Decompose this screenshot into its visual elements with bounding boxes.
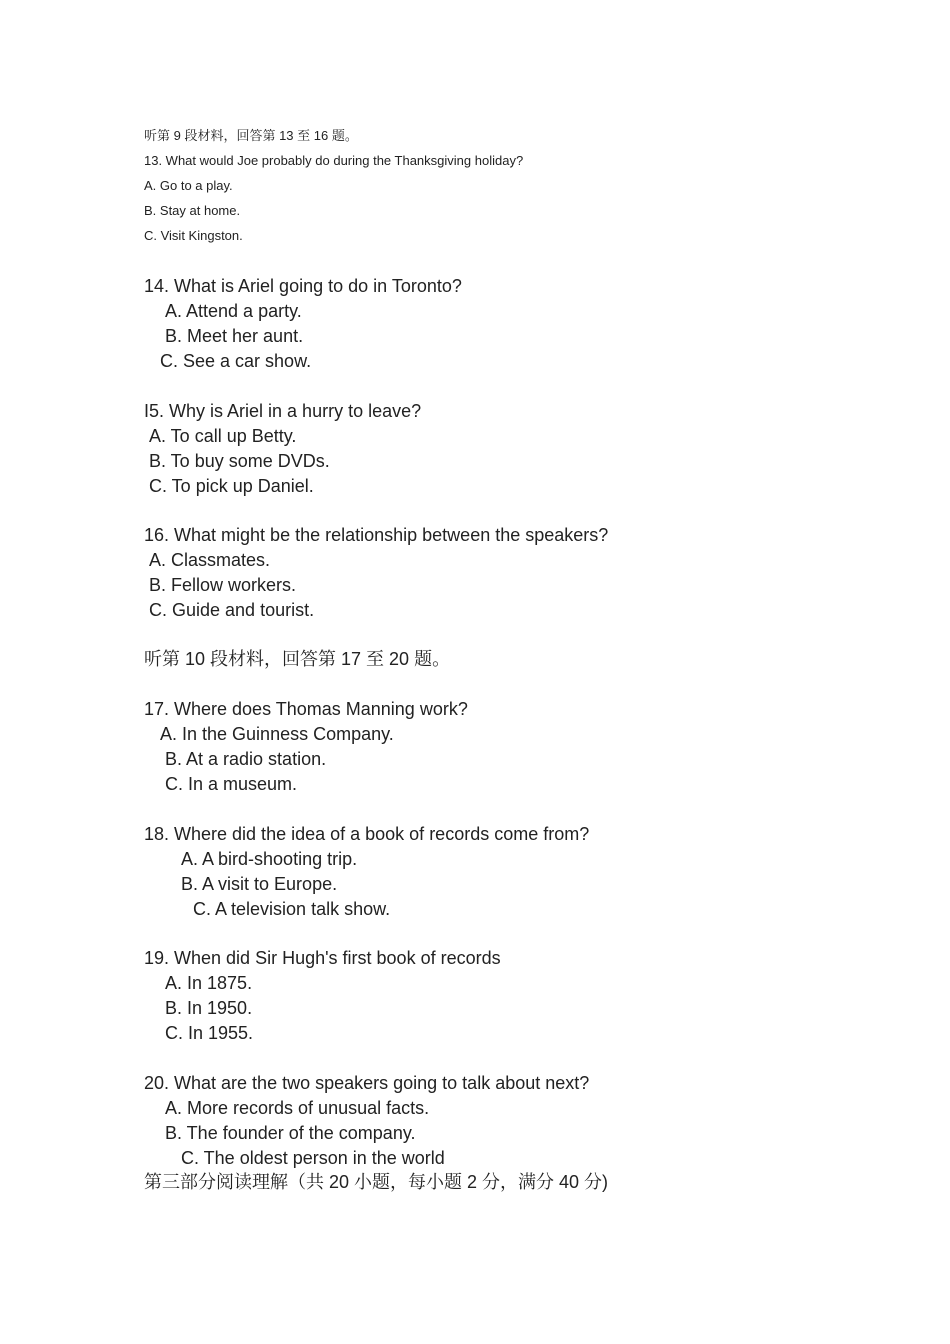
question-text: 18. Where did the idea of a book of records come from? bbox=[144, 824, 590, 844]
answer-option: B. The founder of the company. bbox=[165, 1123, 416, 1143]
answer-option: B. Fellow workers. bbox=[149, 575, 297, 595]
question-text: 17. Where does Thomas Manning work? bbox=[144, 699, 468, 719]
answer-option: A. Go to a play. bbox=[144, 178, 233, 193]
answer-option: B. A visit to Europe. bbox=[181, 874, 338, 894]
section-heading: 听第 9 段材料，回答第 13 至 16 题。 bbox=[144, 128, 358, 143]
question-text: 19. When did Sir Hugh's first book of records bbox=[144, 948, 501, 968]
answer-option: A. Attend a party. bbox=[165, 301, 302, 321]
question-text: I5. Why is Ariel in a hurry to leave? bbox=[144, 401, 422, 421]
answer-option: A. In the Guinness Company. bbox=[160, 724, 394, 744]
question-text: 20. What are the two speakers going to talk about next? bbox=[144, 1073, 590, 1093]
answer-option: C. In a museum. bbox=[165, 774, 298, 794]
answer-option: B. Stay at home. bbox=[144, 203, 241, 218]
question-text: 13. What would Joe probably do during the Thanksgiving holiday? bbox=[144, 153, 524, 168]
answer-option: C. To pick up Daniel. bbox=[149, 476, 314, 496]
question-text: 16. What might be the relationship between the speakers? bbox=[144, 525, 609, 545]
answer-option: A. To call up Betty. bbox=[149, 426, 297, 446]
answer-option: B. At a radio station. bbox=[165, 749, 327, 769]
answer-option: A. More records of unusual facts. bbox=[165, 1098, 430, 1118]
answer-option: B. Meet her aunt. bbox=[165, 326, 304, 346]
question-text: 14. What is Ariel going to do in Toronto? bbox=[144, 276, 462, 296]
answer-option: C. A television talk show. bbox=[193, 899, 391, 919]
answer-option: C. See a car show. bbox=[160, 351, 312, 371]
answer-option: C. The oldest person in the world bbox=[181, 1148, 445, 1168]
answer-option: A. In 1875. bbox=[165, 973, 253, 993]
answer-option: B. In 1950. bbox=[165, 998, 253, 1018]
answer-option: A. Classmates. bbox=[149, 550, 271, 570]
section-heading: 第三部分阅读理解（共 20 小题，每小题 2 分，满分 40 分) bbox=[144, 1172, 609, 1192]
answer-option: C. Guide and tourist. bbox=[149, 600, 315, 620]
answer-option: C. In 1955. bbox=[165, 1023, 254, 1043]
answer-option: C. Visit Kingston. bbox=[144, 228, 243, 243]
answer-option: A. A bird-shooting trip. bbox=[181, 849, 358, 869]
answer-option: B. To buy some DVDs. bbox=[149, 451, 330, 471]
section-heading: 听第 10 段材料，回答第 17 至 20 题。 bbox=[144, 649, 451, 669]
